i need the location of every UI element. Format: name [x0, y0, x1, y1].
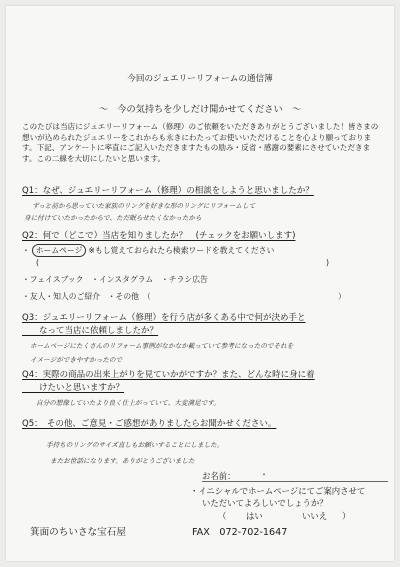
search-word-paren-close: )	[326, 258, 330, 267]
question-1-answer-line-1: ずっと前から思っていた家族のリングを好きな形のリングにリフォームして	[32, 202, 256, 210]
question-2-options-row-1	[22, 244, 274, 257]
question-2-options-row-2: ・フェイスブック ・インスタグラム ・チラシ広告	[22, 275, 208, 284]
consent-paren-open: （	[218, 511, 227, 521]
question-5-answer-line-2: またお世話になります。ありがとうございました	[50, 457, 195, 465]
other-paren-close: ）	[338, 292, 346, 301]
question-2-options-row-3: ・友人・知人のご紹介 ・その他 （	[22, 292, 151, 301]
consent-no-option[interactable]: いいえ	[302, 511, 328, 521]
search-word-paren-open: (	[36, 258, 40, 267]
bullet: ・	[22, 246, 30, 255]
question-5-label: Q5： その他、ご意見・ご感想がありましたらお聞かせください。	[22, 419, 277, 429]
shop-name: 箕面のちいさな宝石屋	[30, 527, 126, 538]
consent-paren-close: ）	[342, 511, 351, 521]
question-4-label-line-1: Q4：実際の商品の出来上がりを見ていかがですか？また、どんな時に身に着	[22, 370, 315, 380]
question-3-answer-line-2: イメージができやすかったので	[30, 356, 123, 364]
question-1-answer-line-2: 身に付けていたかったからで、ただ眠らせたくなかったから	[24, 214, 202, 222]
consent-question-line-1: ・イニシャルでホームページにてご案内させて	[190, 486, 366, 496]
question-3-label-line-2: なって当店に依頼しましたか？	[22, 326, 159, 336]
question-5-answer-line-1: 手持ちのリングのサイズ直しもお願いすることにしました。	[46, 441, 224, 449]
question-2-label: Q2：何で（どこで）当店を知りましたか？ (チェックをお願いします)	[22, 231, 296, 241]
questionnaire-sheet	[6, 6, 394, 561]
question-3-label-line-1: Q3：ジュエリーリフォーム（修理）を行う店が多くある中で何が決め手と	[22, 313, 306, 323]
name-underline	[202, 481, 388, 482]
question-4-label-line-2: けたいと思いますか？	[22, 383, 125, 393]
question-1-label: Q1：なぜ、ジュエリーリフォーム（修理）の相談をしようと思いましたか？	[22, 186, 314, 196]
fax-number: FAX 072-702-1647	[192, 527, 288, 538]
intro-paragraph: このたびは当店にジュエリーリフォーム（修理）のご依頼をいただきありがとうございました！皆さまの想いが込められたジュエリーをこれからも永きにわたってお使いいただけることを心より願っております。下記、アンケートに率直にご記入いただきますたもの励み・反省・感謝の要素にさせていただきます。この二線を大切にしたいと思います。	[22, 122, 379, 163]
name-label: お名前：	[202, 471, 236, 481]
consent-yes-option[interactable]: はい	[246, 511, 263, 521]
selected-option-homepage: ホームページ	[32, 244, 87, 257]
option-search-word-note: ※もし覚えておられたら検索ワードを教えてください	[88, 246, 275, 255]
name-mark: ・	[260, 470, 268, 479]
document-title: 今回のジュエリーリフォームの通信簿	[127, 74, 273, 84]
question-4-answer-line-1: 自分の想像していたより良く仕上がっていて、大変満足です。	[36, 399, 220, 407]
question-3-answer-line-1: ホームページにたくさんのリフォーム事例がなかなか載っていて参考になったのでそれを	[30, 342, 294, 350]
document-subtitle: ～ 今の気持ちを少しだけ聞かせてください ～	[98, 104, 302, 115]
consent-question-line-2: いただいてよろしいでしょうか？	[202, 498, 328, 508]
